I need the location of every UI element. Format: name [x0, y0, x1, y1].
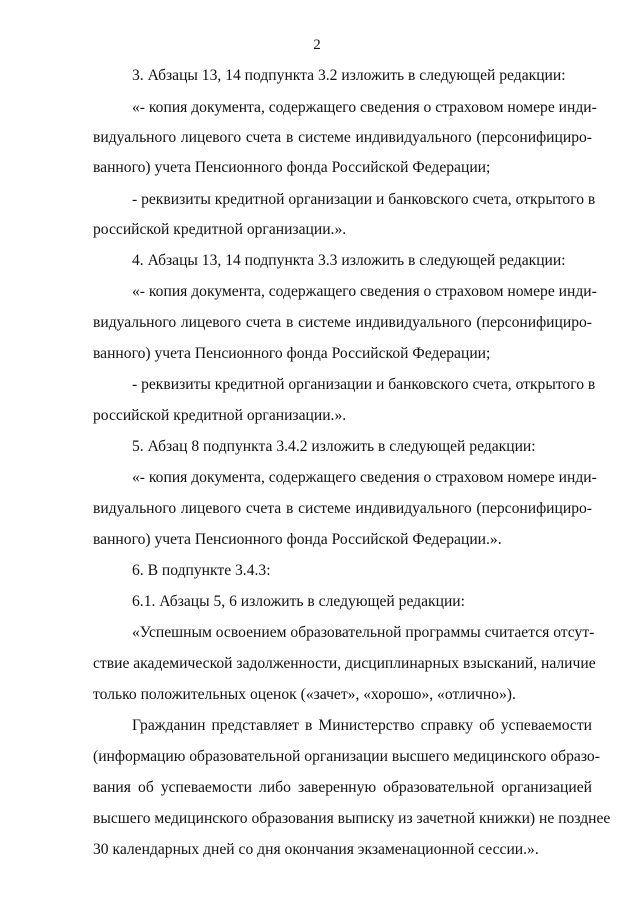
item-4-text-line: видуального лицевого счета в системе индивидуального (персонифициро-: [93, 314, 592, 331]
item-3-text-line: - реквизиты кредитной организации и банковского счета, открытого в: [132, 191, 596, 208]
item-3-text-line: российской кредитной организации.».: [93, 221, 347, 238]
item-5-text-line: ванного) учета Пенсионного фонда Российской Федерации.».: [93, 531, 502, 548]
item-3-text-line: «- копия документа, содержащего сведения о страховом номере инди-: [132, 99, 597, 116]
item-6-1-text-line: высшего медицинского образования выписку из зачетной книжки) не позднее: [93, 810, 611, 827]
item-6-1-text-line: вания об успеваемости либо заверенную образовательной организацией: [93, 779, 592, 796]
item-5-text-line: «- копия документа, содержащего сведения о страховом номере инди-: [132, 469, 597, 486]
item-6-1-text-line: Гражданин представляет в Министерство справку об успеваемости: [132, 717, 592, 734]
item-6-1-text-line: ствие академической задолженности, дисциплинарных взысканий, наличие: [93, 655, 596, 672]
item-6-1-heading: 6.1. Абзацы 5, 6 изложить в следующей редакции:: [132, 593, 465, 610]
item-6-1-text-line: только положительных оценок («зачет», «хорошо», «отлично»).: [93, 686, 516, 703]
item-3-text-line: ванного) учета Пенсионного фонда Российской Федерации;: [93, 159, 491, 176]
page-number: 2: [313, 37, 321, 53]
item-4-heading: 4. Абзацы 13, 14 подпункта 3.3 изложить в следующей редакции:: [132, 252, 566, 269]
item-5-heading: 5. Абзац 8 подпункта 3.4.2 изложить в следующей редакции:: [132, 438, 536, 455]
item-6-1-text-line: (информацию образовательной организации высшего медицинского образо-: [93, 748, 600, 765]
item-6-heading: 6. В подпункте 3.4.3:: [132, 562, 271, 579]
item-3-text-line: видуального лицевого счета в системе индивидуального (персонифициро-: [93, 129, 592, 146]
item-6-1-text-line: «Успешным освоением образовательной программы считается отсут-: [132, 624, 595, 641]
item-5-text-line: видуального лицевого счета в системе индивидуального (персонифициро-: [93, 500, 592, 517]
item-6-1-text-line: 30 календарных дней со дня окончания экзаменационной сессии.».: [93, 841, 539, 858]
item-4-text-line: «- копия документа, содержащего сведения о страховом номере инди-: [132, 283, 597, 300]
item-4-text-line: - реквизиты кредитной организации и банковского счета, открытого в: [132, 376, 596, 393]
item-4-text-line: российской кредитной организации.».: [93, 407, 347, 424]
item-3-heading: 3. Абзацы 13, 14 подпункта 3.2 изложить в следующей редакции:: [132, 67, 566, 84]
item-4-text-line: ванного) учета Пенсионного фонда Российской Федерации;: [93, 345, 491, 362]
